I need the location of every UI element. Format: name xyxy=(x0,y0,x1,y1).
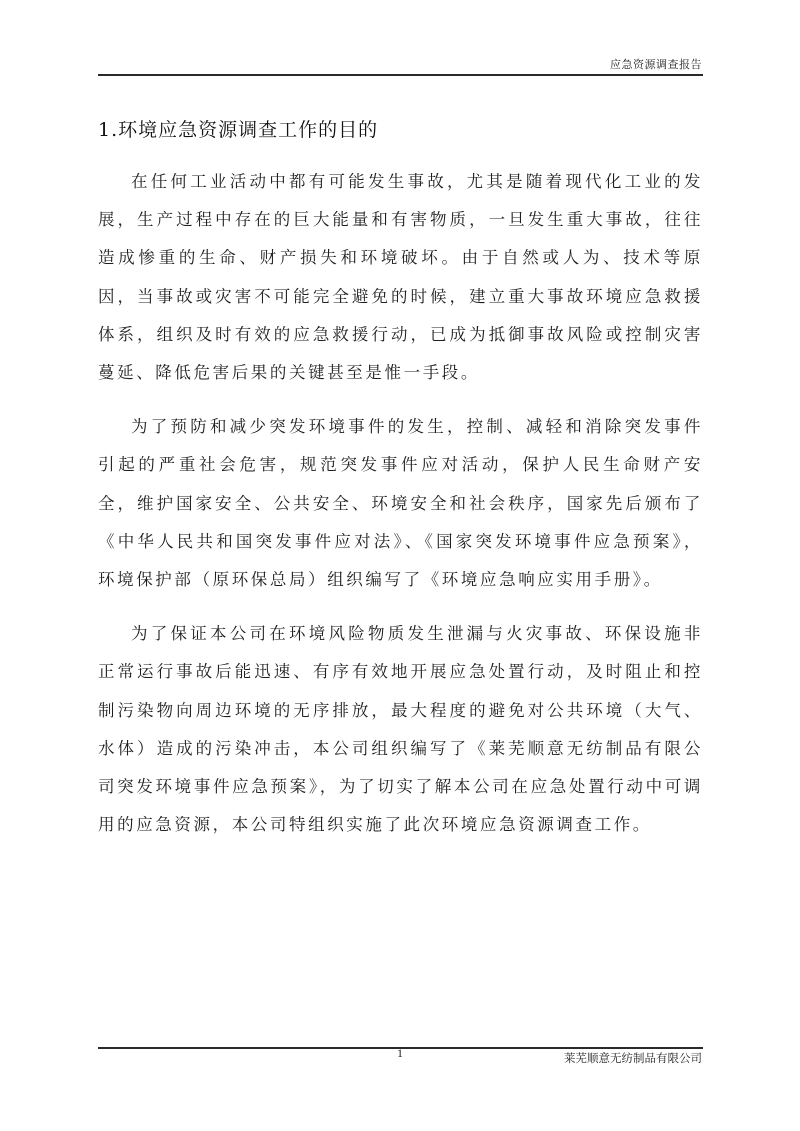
section-heading: 1.环境应急资源调查工作的目的 xyxy=(98,119,379,141)
footer-company-name: 莱芜顺意无纺制品有限公司 xyxy=(564,1051,702,1065)
paragraph-2: 为了预防和减少突发环境事件的发生，控制、减轻和消除突发事件引起的严重社会危害，规范突发事件应对活动，保护人民生命财产安全，维护国家安全、公共安全、环境安全和社会秩序，国家先后颁布了《中华人民共和国突发事件应对法》、《国家突发环境事件应急预案》，环境保护部（原环保总局）组织编写了《环境应急响应实用手册》。 xyxy=(98,417,703,590)
paragraph-3: 为了保证本公司在环境风险物质发生泄漏与火灾事故、环保设施非正常运行事故后能迅速、有序有效地开展应急处置行动，及时阻止和控制污染物向周边环境的无序排放，最大程度的避免对公共环境（大气、水体）造成的污染冲击，本公司组织编写了《莱芜顺意无纺制品有限公司突发环境事件应急预案》，为了切实了解本公司在应急处置行动中可调用的应急资源，本公司特组织实施了此次环境应急资源调查工作。 xyxy=(98,624,703,835)
header-divider xyxy=(98,74,703,76)
paragraph-1: 在任何工业活动中都有可能发生事故，尤其是随着现代化工业的发展，生产过程中存在的巨大能量和有害物质，一旦发生重大事故，往往造成惨重的生命、财产损失和环境破坏。由于自然或人为、技术等原因，当事故或灾害不可能完全避免的时候，建立重大事故环境应急救援体系，组织及时有效的应急救援行动，已成为抵御事故风险或控制灾害蔓延、降低危害后果的关键甚至是惟一手段。 xyxy=(98,172,703,383)
page-number: 1 xyxy=(397,1046,403,1060)
section-body xyxy=(98,163,703,860)
running-header-title: 应急资源调查报告 xyxy=(610,58,702,71)
